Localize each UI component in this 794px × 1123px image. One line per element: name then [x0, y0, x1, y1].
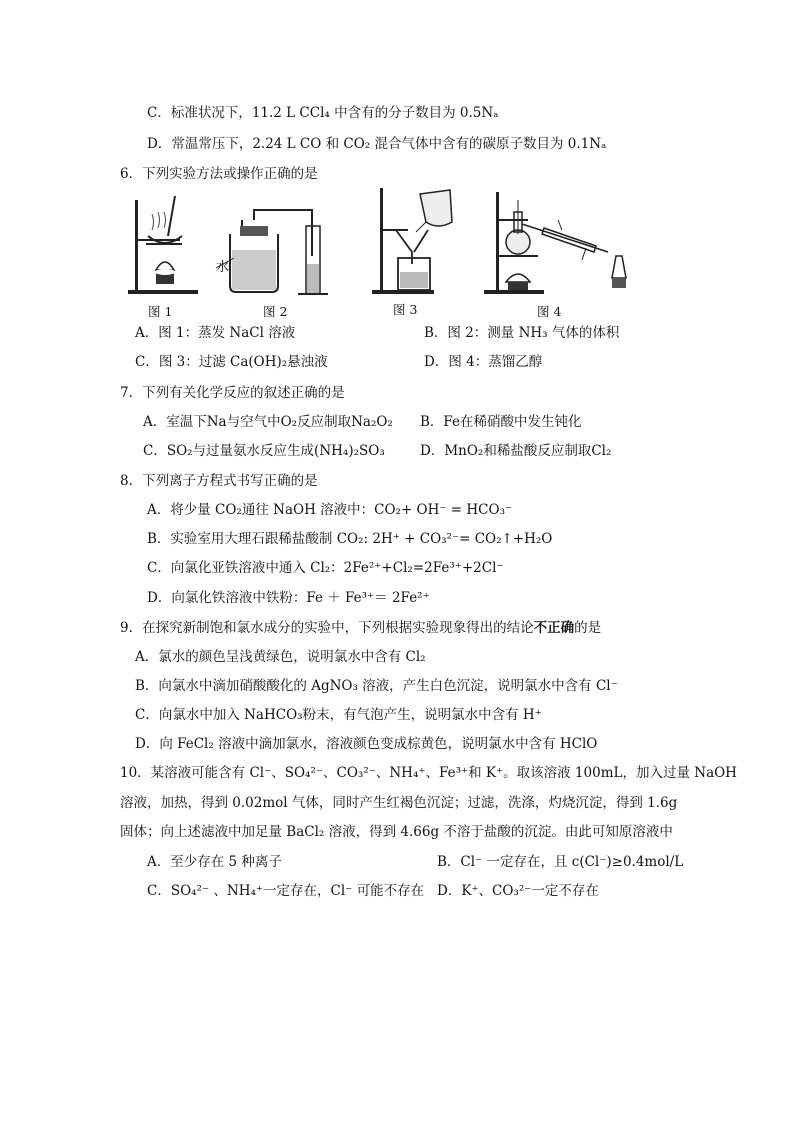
- q6-stem: 6．下列实验方法或操作正确的是: [120, 166, 318, 182]
- q9-option-b: B．向氯水中滴加硝酸酸化的 AgNO₃ 溶液，产生白色沉淀，说明氯水中含有 Cl⁻: [135, 678, 618, 694]
- q5-option-d: D．常温常压下，2.24 L CO 和 CO₂ 混合气体中含有的碳原子数目为 0.1Nₐ: [147, 136, 607, 152]
- q7-option-a: A．室温下Na与空气中O₂反应制取Na₂O₂: [143, 414, 393, 430]
- q10-option-c: C．SO₄²⁻ 、NH₄⁺一定存在，Cl⁻ 可能不存在: [147, 883, 425, 899]
- q6-option-b: B．图 2：测量 NH₃ 气体的体积: [424, 325, 620, 341]
- q9-stem-text-2: 的是: [574, 620, 602, 636]
- q9-stem-emphasis: 不正确: [533, 620, 575, 636]
- q8-option-c: C．向氯化亚铁溶液中通入 Cl₂：2Fe²⁺+Cl₂=2Fe³⁺+2Cl⁻: [147, 560, 504, 576]
- q9-option-a: A．氯水的颜色呈浅黄绿色，说明氯水中含有 Cl₂: [135, 649, 426, 665]
- figure-4-caption: 图 4: [537, 304, 562, 319]
- q10-option-d: D．K⁺、CO₃²⁻一定不存在: [437, 883, 599, 899]
- q8-option-a: A．将少量 CO₂通往 NaOH 溶液中：CO₂+ OH⁻ = HCO₃⁻: [147, 502, 513, 518]
- q10-option-b: B．Cl⁻ 一定存在，且 c(Cl⁻)≥0.4mol/L: [437, 854, 684, 870]
- q6-option-d: D．图 4：蒸馏乙醇: [424, 354, 543, 370]
- q10-stem-line-1: 10．某溶液可能含有 Cl⁻、SO₄²⁻、CO₃²⁻、NH₄⁺、Fe³⁺和 K⁺。取该溶液 100mL，加入过量 NaOH: [120, 765, 737, 781]
- q8-stem: 8．下列离子方程式书写正确的是: [120, 473, 318, 489]
- figure-2-water-label: 水: [216, 260, 230, 275]
- q7-option-b: B．Fe在稀硝酸中发生钝化: [420, 414, 582, 430]
- q10-stem-line-2: 溶液，加热，得到 0.02mol 气体，同时产生红褐色沉淀；过滤，洗涤，灼烧沉淀，得到 1.6g: [120, 795, 678, 811]
- q8-option-d: D．向氯化铁溶液中铁粉：Fe ＋ Fe³⁺＝ 2Fe²⁺: [147, 590, 430, 606]
- figure-2-caption: 图 2: [263, 304, 288, 319]
- figure-1-caption: 图 1: [148, 304, 173, 319]
- q9-option-c: C．向氯水中加入 NaHCO₃粉末，有气泡产生，说明氯水中含有 H⁺: [135, 707, 542, 723]
- q10-option-a: A．至少存在 5 种离子: [147, 854, 282, 870]
- q6-option-c: C．图 3：过滤 Ca(OH)₂悬浊液: [135, 354, 328, 370]
- q7-option-c: C．SO₂与过量氨水反应生成(NH₄)₂SO₃: [143, 443, 385, 459]
- q10-stem-line-3: 固体；向上述滤液中加足量 BaCl₂ 溶液，得到 4.66g 不溶于盐酸的沉淀。由此可知原溶液中: [120, 824, 673, 840]
- q9-option-d: D．向 FeCl₂ 溶液中滴加氯水，溶液颜色变成棕黄色，说明氯水中含有 HClO: [135, 736, 598, 752]
- q5-option-c: C．标准状况下，11.2 L CCl₄ 中含有的分子数目为 0.5Nₐ: [147, 105, 499, 121]
- figure-3-filtration-apparatus: [368, 186, 458, 296]
- figure-4-distillation-apparatus: [478, 186, 638, 296]
- q8-option-b: B．实验室用大理石跟稀盐酸制 CO₂: 2H⁺ + CO₃²⁻= CO₂↑+H₂O: [147, 531, 553, 547]
- q7-stem: 7．下列有关化学反应的叙述正确的是: [120, 385, 345, 401]
- figure-1-evaporation-apparatus: [120, 192, 210, 297]
- q6-option-a: A．图 1：蒸发 NaCl 溶液: [135, 325, 296, 341]
- q9-stem: [120, 619, 601, 637]
- q7-option-d: D．MnO₂和稀盐酸反应制取Cl₂: [420, 443, 612, 459]
- q9-stem-text-1: 9．在探究新制饱和氯水成分的实验中，下列根据实验现象得出的结论: [120, 620, 534, 636]
- figure-3-caption: 图 3: [393, 302, 418, 317]
- figure-2-gas-measurement-apparatus: [212, 206, 332, 298]
